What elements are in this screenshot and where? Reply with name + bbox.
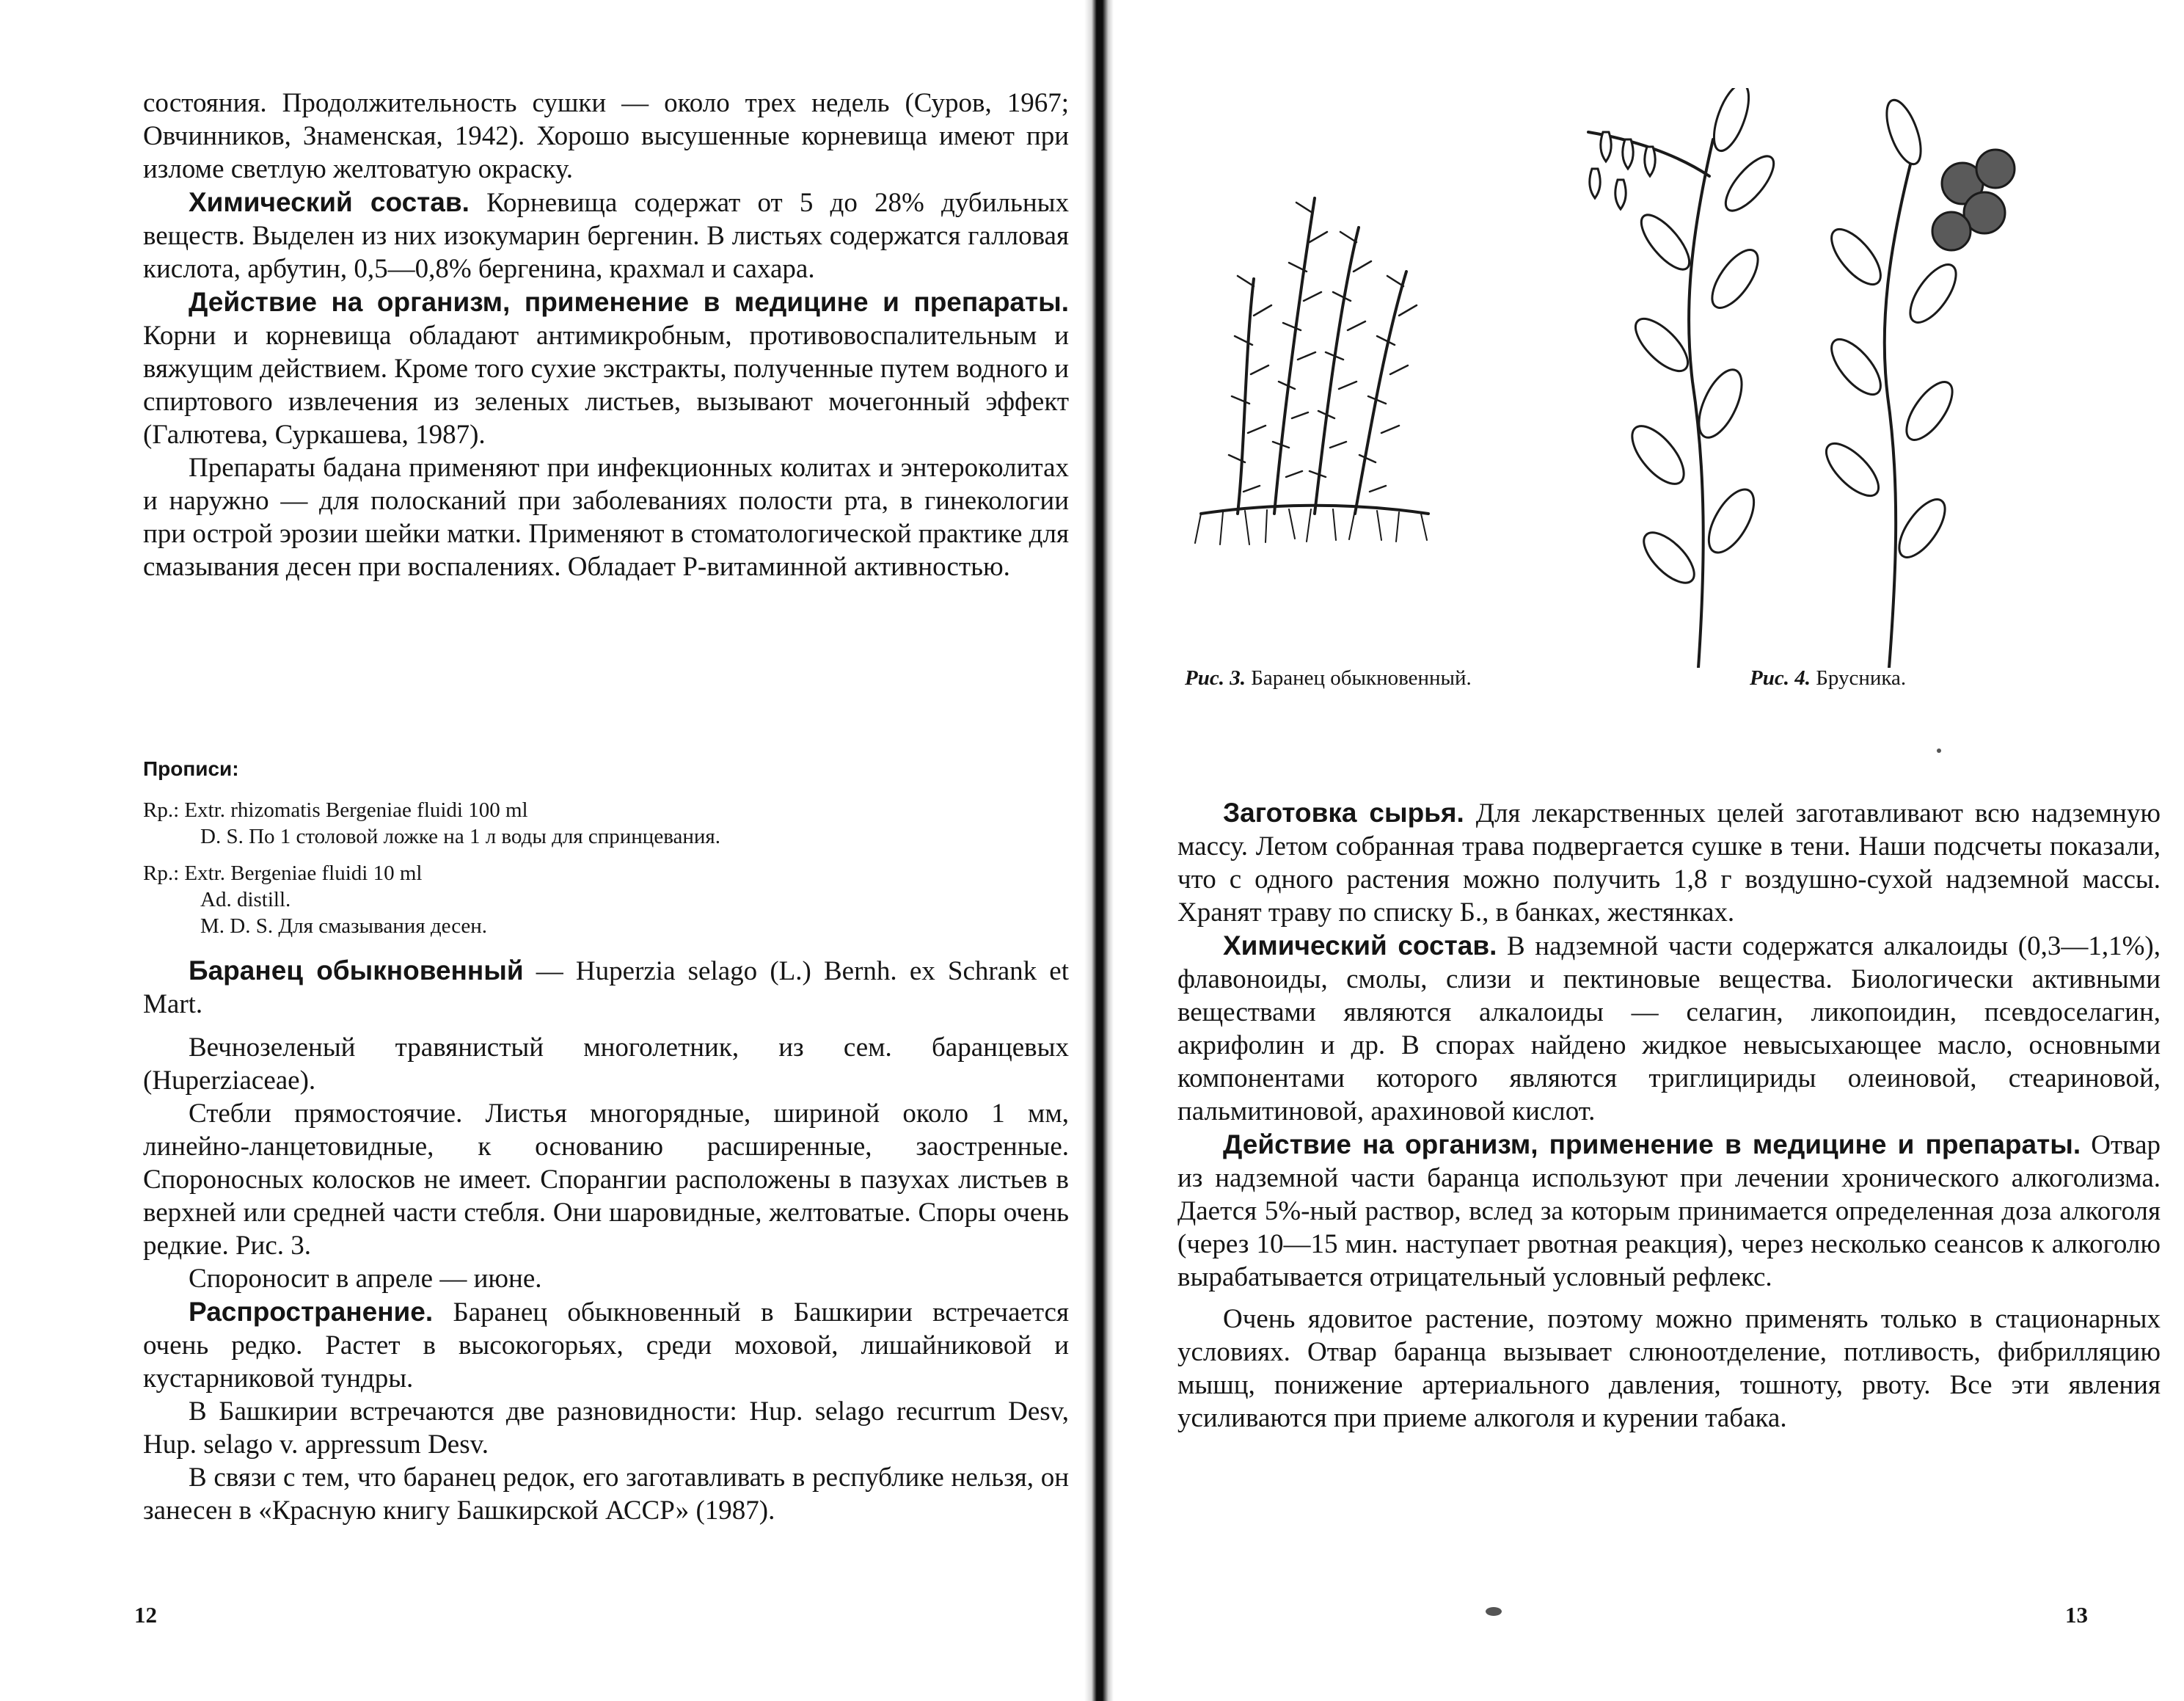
figure-3-label: Рис. 3. <box>1185 666 1246 690</box>
heading-distribution: Распространение. <box>189 1297 434 1327</box>
page-number-right: 13 <box>2065 1602 2088 1628</box>
heading-harvest: Заготовка сырья. <box>1223 798 1464 828</box>
species-red-book: В связи с тем, что баранец редок, его заготавливать в республике нельзя, он занесен в «Красную книгу Башкирской АССР» (1987). <box>143 1463 1069 1526</box>
species-title: Баранец обыкновенный <box>189 955 524 986</box>
species-distribution: Распространение. Баранец обыкновенный в Башкирии встречается очень редко. Растет в высокогорьях, среди моховой, лишайниковой и кустарниковой тундры. <box>143 1297 1069 1394</box>
figure-4-label: Рис. 4. <box>1750 666 1811 690</box>
paragraph-chemistry: Химический состав. Корневища содержат от 5 до 28% дубильных веществ. Выделен из них изокумарин бергенин. В листьях содержатся галловая кислота, арбутин, 0,5—0,8% бергенина, крахмал и сахара. <box>143 187 1069 284</box>
rx-1: Rp.: Extr. rhizomatis Bergeniae fluidi 100 ml D. S. По 1 столовой ложке на 1 л воды для спринцевания. <box>143 798 721 848</box>
paragraph-chemistry-right: Химический состав. В надземной части содержатся алкалоиды (0,3—1,1%), флавоноиды, смолы, слизи и пектиновые вещества. Биологически активными веществами являются алкалоиды — селагин, ликопоидин, псевдоселагин, акрифолин и др. В спорах найдено жидкое невысыхающее масло, основными компонентами которого являются триглицириды олеиновой, стеариновой, пальмитиновой, арахиновой кислот. <box>1177 930 2161 1126</box>
heading-chem-right: Химический состав. <box>1223 930 1497 961</box>
figure-lingonberry-illustration <box>1522 88 2080 668</box>
figure-3-title: Баранец обыкновенный. <box>1251 666 1472 690</box>
species-varieties: В Башкирии встречаются две разновидности: Hup. selago recurrum Desv, Hup. selago v. appressum Desv. <box>143 1396 1069 1460</box>
species-heading <box>143 954 1069 1021</box>
paragraph-drying: состояния. Продолжительность сушки — около трех недель (Суров, 1967; Овчинников, Знаменская, 1942). Хорошо высушенные корневища имеют при изломе светлую желтоватую окраску. <box>143 88 1069 184</box>
heading-action: Действие на организм, применение в медицине и препараты. <box>189 287 1069 317</box>
paragraph-action: Действие на организм, применение в медицине и препараты. Корни и корневища обладают антимикробным, противовоспалительным и вяжущим действием. Кроме того сухие экстракты, полученные путем водного и спиртового извлечения из зеленых листьев, вызывают мочегонный эффект (Галютева, Суркашева, 1987). <box>143 287 1069 450</box>
species-block <box>143 954 1069 1527</box>
species-latin: — Huperzia selago (L.) Bernh. ex Schrank et Mart. <box>143 956 1069 1019</box>
right-page <box>1104 0 2184 1701</box>
figure-4-caption <box>1750 666 2014 691</box>
heading-action-right: Действие на организм, применение в медицине и препараты. <box>1223 1129 2081 1159</box>
right-text-column <box>1177 796 2161 1435</box>
paragraph-toxicity: Очень ядовитое растение, поэтому можно применять только в стационарных условиях. Отвар баранца вызывает слюноотделение, потливость, фибрилляцию мышц, понижение артериального давления, тошноту, рвоту. Все эти явления усиливаются при приеме алкоголя и курении табака. <box>1177 1304 2161 1433</box>
figure-4-title: Брусника. <box>1816 666 1907 690</box>
scan-dot <box>1937 748 1941 753</box>
figure-3-caption <box>1185 666 1493 691</box>
heading-chem: Химический состав. <box>189 187 470 217</box>
species-morphology: Стебли прямостоячие. Листья многорядные, шириной около 1 мм, линейно-ланцетовидные, к основанию расширенные, заостренные. Спороносных колосков не имеет. Спорангии расположены в пазухах листьев в верхней или средней части стебля. Они шаровидные, желтоватые. Споры очень редкие. Рис. 3. <box>143 1099 1069 1261</box>
left-text-column <box>143 87 1069 583</box>
paragraph-preparations: Препараты бадана применяют при инфекционных колитах и энтероколитах и наружно — для полосканий при заболеваниях полости рта, в гинекологии при острой эрозии шейки матки. Применяют в стоматологической практике для смазывания десен при воспалениях. Обладает Р-витаминной активностью. <box>143 453 1069 582</box>
scan-smudge <box>1486 1607 1502 1616</box>
paragraph-action-right: Действие на организм, применение в медицине и препараты. Отвар из надземной части баранца используют при лечении хронического алкоголизма. Дается 5%-ный раствор, вслед за которым принимается определенная доза алкоголя (через 10—15 мин. наступает рвотная реакция), через несколько сеансов к алкоголю вырабатывается отрицательный условный рефлекс. <box>1177 1129 2161 1292</box>
figure-club-moss-illustration <box>1186 169 1458 580</box>
species-family: Вечнозеленый травянистый многолетник, из сем. баранцевых (Huperziaceae). <box>143 1032 1069 1096</box>
paragraph-harvest: Заготовка сырья. Для лекарственных целей заготавливают всю надземную массу. Летом собранная трава подвергается сушке в тени. Наши подсчеты показали, что с одного растения можно получить 1,8 г воздушно-сухой надземной массы. Хранят траву по списку Б., в банках, жестянках. <box>1177 798 2161 928</box>
prescriptions-block <box>143 757 1069 939</box>
heading-prescriptions: Прописи: <box>143 757 239 780</box>
species-sporulation: Спороносит в апреле — июне. <box>189 1264 542 1294</box>
page-number-left: 12 <box>134 1602 157 1628</box>
left-page <box>0 0 1086 1701</box>
rx-2: Rp.: Extr. Bergeniae fluidi 10 ml Ad. distill. M. D. S. Для смазывания десен. <box>143 862 488 938</box>
